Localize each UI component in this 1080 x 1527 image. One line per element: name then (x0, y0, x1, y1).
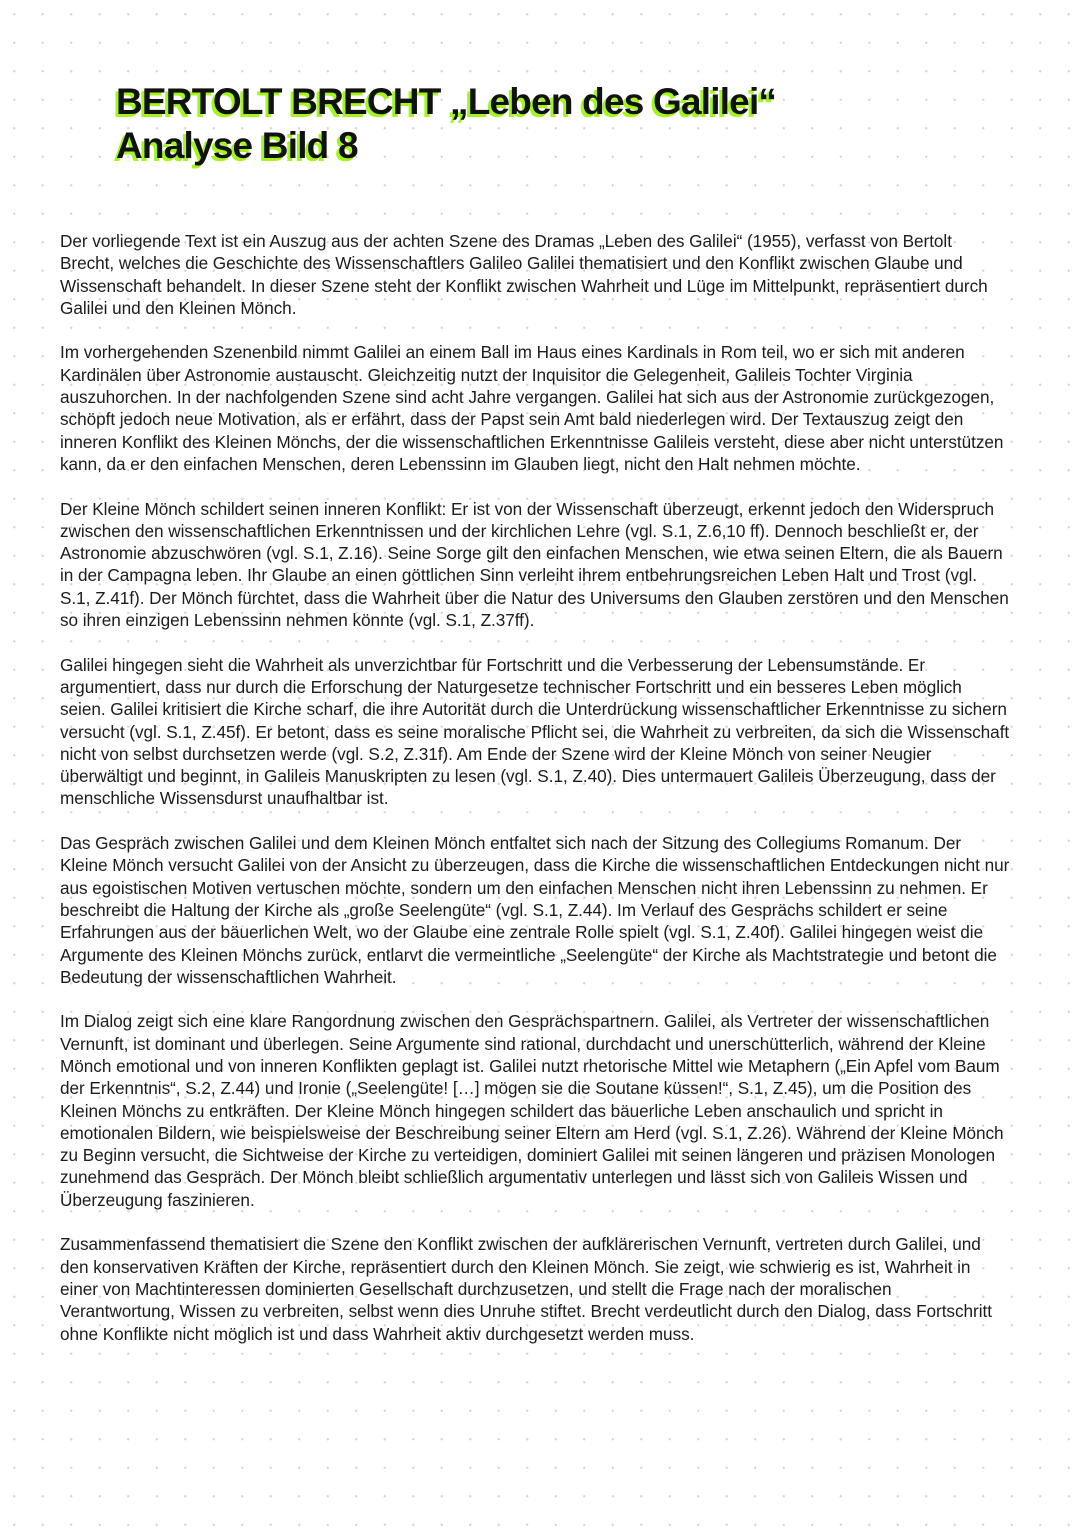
paragraph-dialogue-analysis: Im Dialog zeigt sich eine klare Rangordnung zwischen den Gesprächspartnern. Galilei, als Vertreter der wissenschaftlichen Vernunft, ist dominant und überlegen. Seine Argumente sind rational, durchdacht und unerschütterlich, während der Kleine Mönch emotional und von inneren Konflikten geplagt ist. Galilei nutzt rhetorische Mittel wie Metaphern („Ein Apfel vom Baum der Erkenntnis“, S.2, Z.44) und Ironie („Seelengüte! […] mögen sie die Soutane küssen!“, S.1, Z.45), um die Position des Kleinen Mönchs zu entkräften. Der Kleine Mönch hingegen schildert das bäuerliche Leben anschaulich und spricht in emotionalen Bildern, wie beispielsweise der Beschreibung seiner Eltern am Herd (vgl. S.1, Z.26). Während der Kleine Mönch zu Beginn versucht, die Sichtweise der Kirche zu verteidigen, dominiert Galilei mit seinen längeren und präzisen Monologen zunehmend das Gespräch. Der Mönch bleibt schließlich argumentativ unterlegen und lässt sich von Galileis Wissen und Überzeugung faszinieren. (60, 1011, 1004, 1210)
page-subtitle: Analyse Bild 8 (116, 125, 358, 166)
document-header (116, 80, 776, 168)
document-body (60, 230, 1010, 1367)
page-title: BERTOLT BRECHT „Leben des Galilei“ (116, 81, 777, 122)
paragraph-monk-conflict: Der Kleine Mönch schildert seinen inneren Konflikt: Er ist von der Wissenschaft überzeugt, erkennt jedoch den Widerspruch zwischen den wissenschaftlichen Erkenntnissen und der kirchlichen Lehre (vgl. S.1, Z.6,10 ff). Dennoch beschließt er, der Astronomie abzuschwören (vgl. S.1, Z.16). Seine Sorge gilt den einfachen Menschen, wie etwa seinen Eltern, die als Bauern in der Campagna leben. Ihr Glaube an einen göttlichen Sinn verleiht ihrem entbehrungsreichen Leben Halt und Trost (vgl. S.1, Z.41f). Der Mönch fürchtet, dass die Wahrheit über die Natur des Universums den Glauben zerstören und den Menschen so ihren einzigen Lebenssinn nehmen könnte (vgl. S.1, Z.37ff). (60, 498, 1009, 631)
paragraph-dialogue-course: Das Gespräch zwischen Galilei und dem Kleinen Mönch entfaltet sich nach der Sitzung des Collegiums Romanum. Der Kleine Mönch versucht Galilei von der Ansicht zu überzeugen, dass die Kirche die wissenschaftlichen Entdeckungen nicht nur aus egoistischen Motiven vertuschen möchte, sondern um den einfachen Menschen nicht ihren Lebenssinn zu nehmen. Er beschreibt die Haltung der Kirche als „große Seelengüte“ (vgl. S.1, Z.44). Im Verlauf des Gesprächs schildert er seine Erfahrungen aus der bäuerlichen Welt, wo der Glaube eine zentrale Rolle spielt (vgl. S.1, Z.40f). Galilei hingegen weist die Argumente des Kleinen Mönchs zurück, entlarvt die vermeintliche „Seelengüte“ der Kirche als Machtstrategie und betont die Bedeutung der wissenschaftlichen Wahrheit. (60, 833, 1010, 987)
paragraph-conclusion: Zusammenfassend thematisiert die Szene den Konflikt zwischen der aufklärerischen Vernunft, vertreten durch Galilei, und den konservativen Kräften der Kirche, repräsentiert durch den Kleinen Mönch. Sie zeigt, wie schwierig es ist, Wahrheit in einer von Machtinteressen dominierten Gesellschaft durchzusetzen, und stellt die Frage nach der moralischen Verantwortung, Wissen zu verbreiten, selbst wenn dies Unruhe stiftet. Brecht verdeutlicht durch den Dialog, dass Fortschritt ohne Konflikte nicht möglich ist und dass Wahrheit aktiv durchgesetzt werden muss. (60, 1234, 992, 1344)
paragraph-context: Im vorhergehenden Szenenbild nimmt Galilei an einem Ball im Haus eines Kardinals in Rom teil, wo er sich mit anderen Kardinälen über Astronomie austauscht. Gleichzeitig nutzt der Inquisitor die Gelegenheit, Galileis Tochter Virginia auszuhorchen. In der nachfolgenden Szene sind acht Jahre vergangen. Galilei hat sich aus der Astronomie zurückgezogen, schöpft jedoch neue Motivation, als er erfährt, dass der Papst sein Amt bald niederlegen wird. Der Textauszug zeigt den inneren Konflikt des Kleinen Mönchs, der die wissenschaftlichen Erkenntnisse Galileis versteht, diese aber nicht unterstützen kann, da er den einfachen Menschen, deren Lebenssinn im Glauben liegt, nicht den Halt nehmen möchte. (60, 342, 1004, 474)
paragraph-galilei-position: Galilei hingegen sieht die Wahrheit als unverzichtbar für Fortschritt und die Verbesserung der Lebensumstände. Er argumentiert, dass nur durch die Erforschung der Naturgesetze technischer Fortschritt und ein besseres Leben möglich seien. Galilei kritisiert die Kirche scharf, die ihre Autorität durch die Unterdrückung wissenschaftlicher Erkenntnisse zu sichern versucht (vgl. S.1, Z.45f). Er betont, dass es seine moralische Pflicht sei, die Wahrheit zu verbreiten, da sich die Wissenschaft nicht von selbst durchsetzen werde (vgl. S.2, Z.31f). Am Ende der Szene wird der Kleine Mönch von seiner Neugier überwältigt und beginnt, in Galileis Manuskripten zu lesen (vgl. S.1, Z.40). Dies untermauert Galileis Überzeugung, dass der menschliche Wissensdurst unaufhaltbar ist. (60, 654, 1010, 809)
paragraph-introduction: Der vorliegende Text ist ein Auszug aus der achten Szene des Dramas „Leben des Galilei“ (1955), verfasst von Bertolt Brecht, welches die Geschichte des Wissenschaftlers Galileo Galilei thematisiert und den Konflikt zwischen Glaube und Wissenschaft behandelt. In dieser Szene steht der Konflikt zwischen Wahrheit und Lüge im Mittelpunkt, repräsentiert durch Galilei und den Kleinen Mönch. (60, 231, 988, 318)
